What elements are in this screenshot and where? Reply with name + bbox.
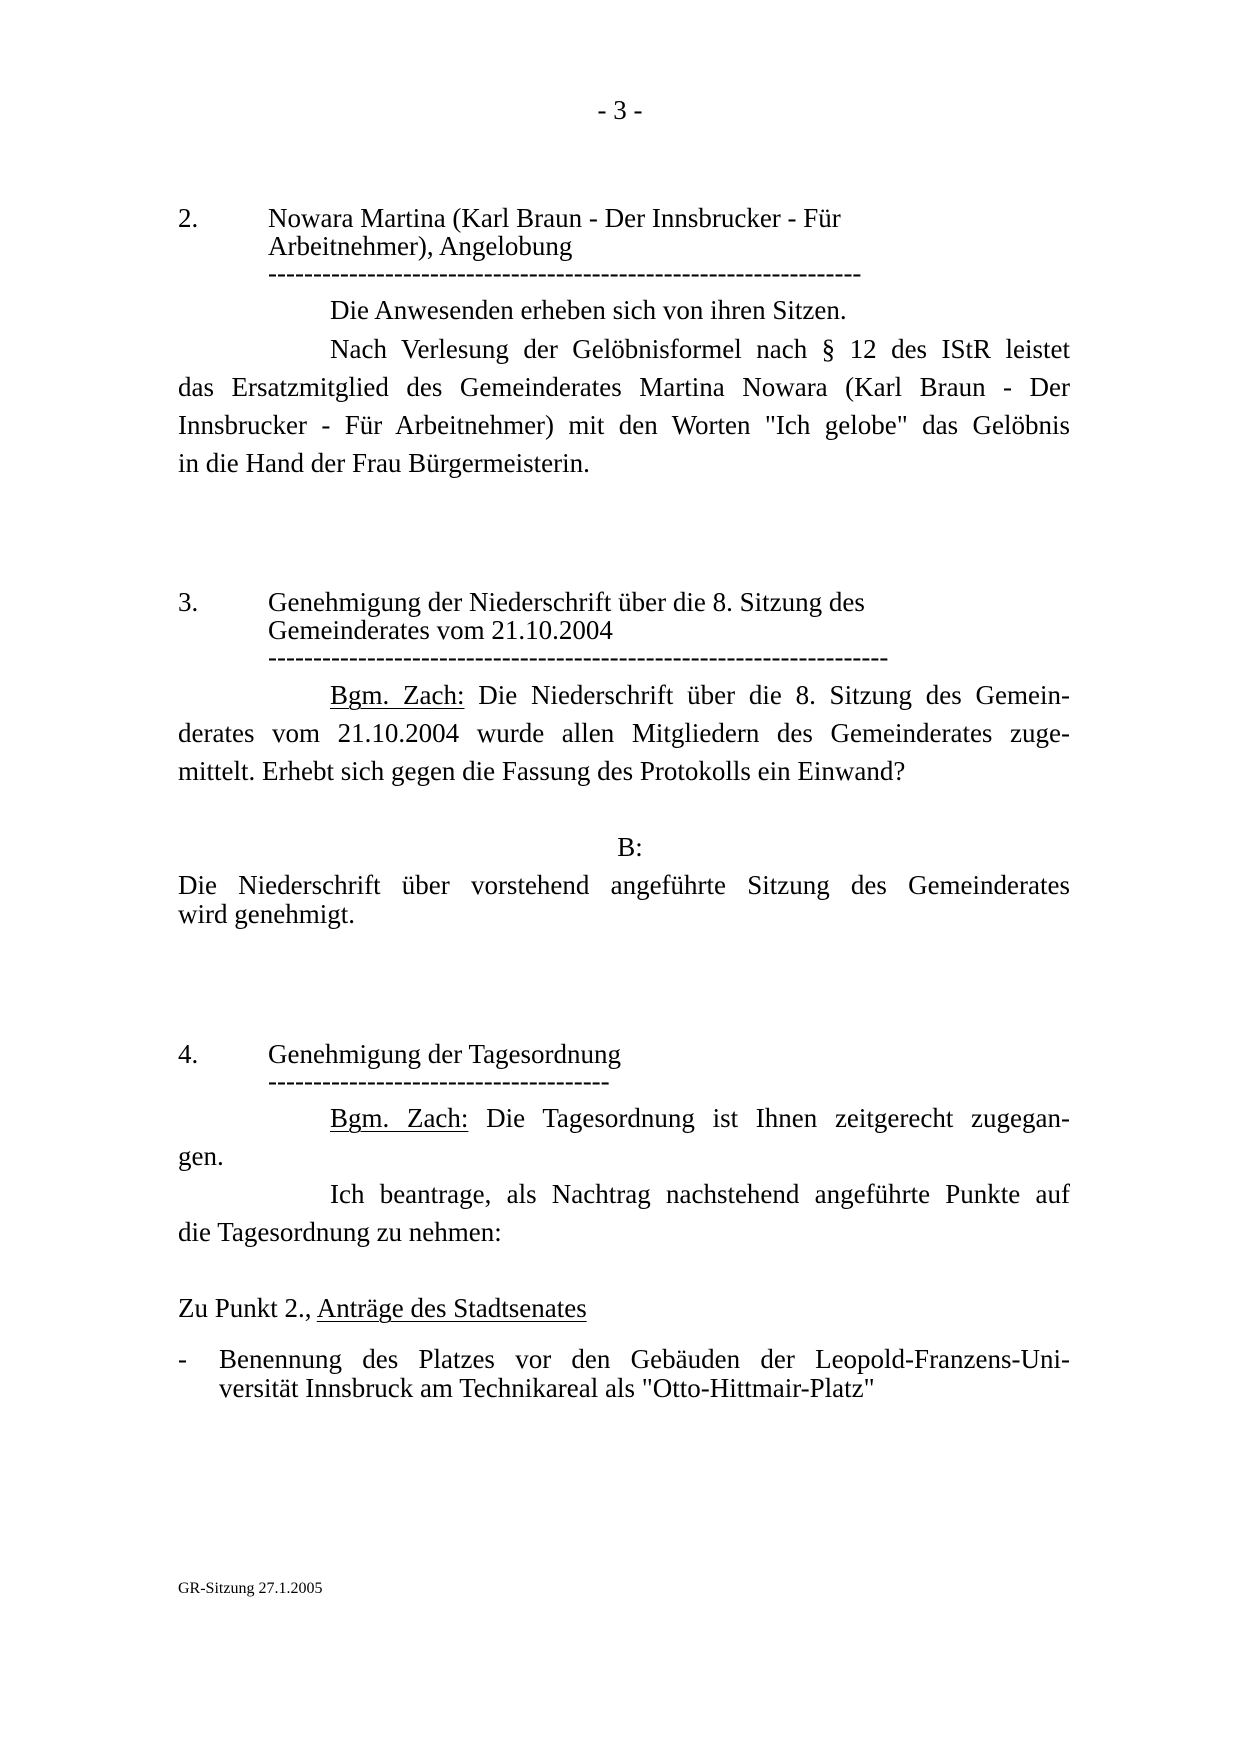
paragraph-line: derates vom 21.10.2004 wurde allen Mitgliedern des Gemeinderates zuge- — [178, 718, 1070, 748]
speaker-label: Bgm. Zach: — [330, 680, 465, 710]
paragraph-line: in die Hand der Frau Bürgermeisterin. — [178, 448, 590, 478]
title-rule: --------------------------------------------------------------------- — [268, 647, 889, 667]
paragraph-line: die Tagesordnung zu nehmen: — [178, 1217, 502, 1247]
item-number: 4. — [178, 1039, 199, 1069]
paragraph-line: Nach Verlesung der Gelöbnisformel nach § 12 des IStR leistet — [330, 334, 1070, 364]
sub-heading — [178, 1293, 587, 1324]
item-title-line: Arbeitnehmer), Angelobung — [268, 231, 573, 261]
decision-label: B: — [617, 832, 643, 862]
paragraph-line — [330, 680, 1070, 711]
paragraph-line: Ich beantrage, als Nachtrag nachstehend angeführte Punkte auf — [330, 1179, 1070, 1209]
sub-heading-link: Anträge des Stadtsenates — [316, 1293, 587, 1323]
decision-text: wird genehmigt. — [178, 899, 355, 929]
page-footer: GR-Sitzung 27.1.2005 — [178, 1580, 323, 1597]
paragraph-text: Die Tagesordnung ist Ihnen zeitgerecht zugegan- — [486, 1103, 1070, 1133]
item-number: 2. — [178, 203, 199, 233]
paragraph-line: mittelt. Erhebt sich gegen die Fassung des Protokolls ein Einwand? — [178, 756, 906, 786]
item-title-line: Genehmigung der Niederschrift über die 8. Sitzung des — [268, 587, 865, 617]
item-number: 3. — [178, 587, 199, 617]
paragraph-line: Innsbrucker - Für Arbeitnehmer) mit den Worten "Ich gelobe" das Gelöbnis — [178, 410, 1070, 440]
item-title-line: Genehmigung der Tagesordnung — [268, 1039, 622, 1069]
bullet-text-line: Benennung des Platzes vor den Gebäuden der Leopold-Franzens-Uni- — [219, 1344, 1070, 1374]
paragraph-text: Die Niederschrift über die 8. Sitzung des Gemein- — [478, 680, 1070, 710]
paragraph-line: das Ersatzmitglied des Gemeinderates Martina Nowara (Karl Braun - Der — [178, 372, 1070, 402]
item-title-line: Nowara Martina (Karl Braun - Der Innsbrucker - Für — [268, 203, 841, 233]
paragraph-line: Die Anwesenden erheben sich von ihren Sitzen. — [330, 295, 847, 325]
page-number: - 3 - — [597, 95, 643, 125]
item-title-line: Gemeinderates vom 21.10.2004 — [268, 615, 613, 645]
decision-text: Die Niederschrift über vorstehend angeführte Sitzung des Gemeinderates — [178, 870, 1070, 900]
paragraph-line: gen. — [178, 1141, 224, 1171]
paragraph-line — [330, 1103, 1070, 1134]
bullet-dash: - — [178, 1344, 187, 1374]
sub-heading-prefix: Zu Punkt 2., — [178, 1293, 317, 1323]
title-rule: ------------------------------------------------------------------ — [268, 263, 862, 283]
bullet-text-line: versität Innsbruck am Technikareal als "Otto-Hittmair-Platz" — [219, 1373, 875, 1403]
title-rule: -------------------------------------- — [268, 1071, 610, 1091]
speaker-label: Bgm. Zach: — [330, 1103, 469, 1133]
